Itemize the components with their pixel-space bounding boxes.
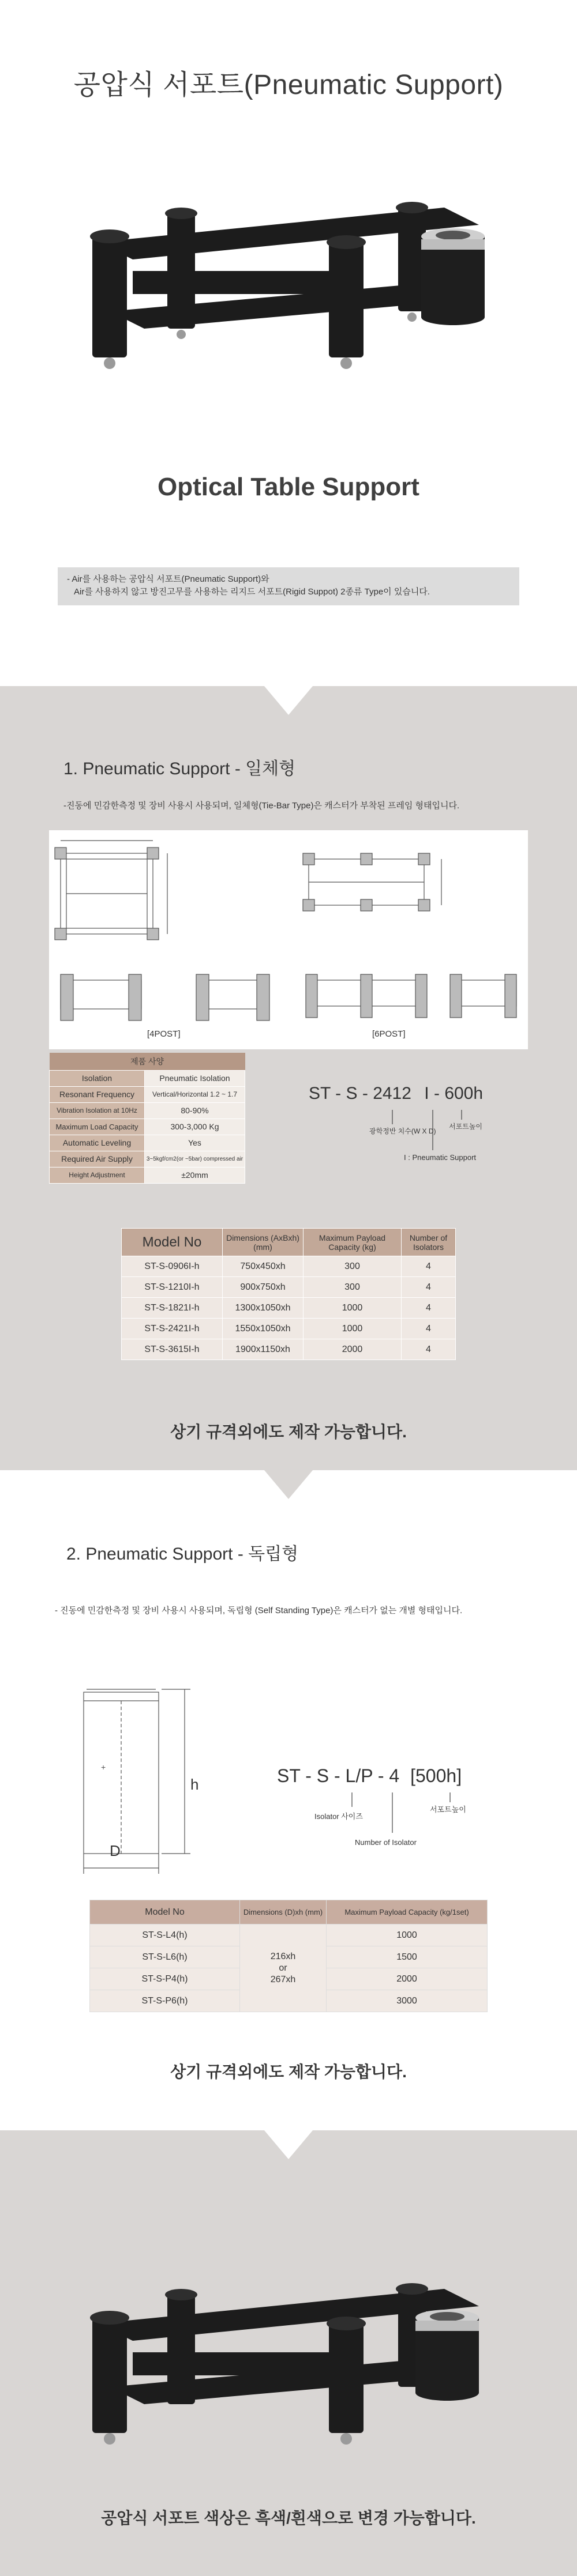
note-line-2: Air를 사용하지 않고 방진고무를 사용하는 리지드 서포트(Rigid Suppot) 2종류 Type이 있습니다.	[74, 587, 430, 597]
label-6post: [6POST]	[372, 1029, 406, 1039]
table-row: Height Adjustment ±20mm	[50, 1167, 245, 1183]
dim-d-label: D	[110, 1842, 121, 1859]
table-row: Automatic Leveling Yes	[50, 1135, 245, 1151]
custom-order-note-1: 상기 규격외에도 제작 가능합니다.	[170, 1423, 407, 1441]
page-title: 공압식 서포트(Pneumatic Support)	[73, 70, 504, 100]
custom-order-note-2: 상기 규격외에도 제작 가능합니다.	[170, 2063, 407, 2081]
model-table-standalone: Model No Dimensions (D)xh (mm) Maximum Payload Capacity (kg/1set) ST-S-L4(h) 216xh or 267xh 1000 ST-S-L6(h) 1500 ST-S-P4(h) 2000 ST-S-P6(h) 3000	[89, 1900, 488, 2012]
section-subtitle: Optical Table Support	[158, 473, 419, 501]
section2-heading: 2. Pneumatic Support - 독립형	[66, 1545, 299, 1564]
section2-desc: - 진동에 민감한측정 및 장비 사용시 사용되며, 독립형 (Self Standing Type)은 캐스터가 없는 개별 형태입니다.	[55, 1606, 463, 1615]
dim-h-label: h	[190, 1776, 199, 1793]
spec-table	[49, 1053, 245, 1184]
table-row: ST-S-L4(h) 216xh or 267xh 1000	[90, 1925, 488, 1946]
label-support-height: 서포트높이	[449, 1123, 482, 1131]
table-row: Maximum Load Capacity 300-3,000 Kg	[50, 1118, 245, 1135]
model-table-integrated: Model No Dimensions (AxBxh)(mm) Maximum Payload Capacity (kg) Number of Isolators ST-S-0906I-h 750x450xh 300 4 ST-S-1210I-h 900x750xh 300 4 ST-S-1821I-h 1300x1050xh 1000 4 ST-S-2421I-h 1550x1050xh 1000 4 ST-S-3615I-h 1900x1150xh 2000 4	[121, 1228, 456, 1360]
table-row: ST-S-P6(h) 3000	[90, 1990, 488, 2012]
label-type: I : Pneumatic Support	[404, 1153, 477, 1162]
label-support-height-2: 서포트높이	[430, 1805, 466, 1814]
section-notch-3	[264, 2130, 313, 2159]
frame-drawings	[49, 830, 528, 1049]
label-isolator-size: Isolator 사이즈	[314, 1812, 363, 1821]
section1-heading: 1. Pneumatic Support - 일체형	[63, 759, 296, 778]
table-row: ST-S-2421I-h 1550x1050xh 1000 4	[122, 1319, 456, 1339]
section-notch	[264, 686, 313, 715]
spec-title: 제품 사양	[50, 1053, 245, 1070]
table-row: ST-S-3615I-h 1900x1150xh 2000 4	[122, 1339, 456, 1360]
model-code: ST - S - 2412 I - 600h	[309, 1084, 484, 1103]
section1-desc: -진동에 민감한측정 및 장비 사용시 사용되며, 일체형(Tie-Bar Type)은 캐스터가 부착된 프레임 형태입니다.	[63, 801, 460, 811]
table-row: Vibration Isolation at 10Hz 80-90%	[50, 1102, 245, 1118]
product-image-frame	[75, 173, 508, 381]
table-row: ST-S-1821I-h 1300x1050xh 1000 4	[122, 1298, 456, 1319]
section-notch-2	[264, 1470, 313, 1499]
table-row: ST-S-0906I-h 750x450xh 300 4	[122, 1256, 456, 1277]
label-table-size: 광학정반 치수(W X D)	[369, 1127, 436, 1135]
table-row: ST-S-L6(h) 1500	[90, 1946, 488, 1968]
product-image-frame-2	[75, 2260, 508, 2450]
table-row: Resonant Frequency Vertical/Horizontal 1.2 ~ 1.7	[50, 1086, 245, 1102]
table-row: Isolation Pneumatic Isolation	[50, 1070, 245, 1086]
svg-text:+: +	[101, 1762, 106, 1772]
color-option-note: 공압식 서포트 색상은 흑색/흰색으로 변경 가능합니다.	[101, 2509, 476, 2527]
model-code-2: ST - S - L/P - 4 [500h]	[277, 1765, 462, 1786]
label-4post: [4POST]	[147, 1029, 181, 1039]
note-line-1: - Air를 사용하는 공압식 서포트(Pneumatic Support)와	[67, 574, 269, 584]
table-row: ST-S-P4(h) 2000	[90, 1968, 488, 1990]
type-note-box	[58, 567, 519, 605]
label-number-isolator: Number of Isolator	[355, 1838, 417, 1847]
table-row: ST-S-1210I-h 900x750xh 300 4	[122, 1277, 456, 1298]
code-leader-lines-2	[323, 1790, 496, 1859]
table-row: Required Air Supply 3~5kgf/cm2(or ~5bar) compressed air	[50, 1151, 245, 1167]
